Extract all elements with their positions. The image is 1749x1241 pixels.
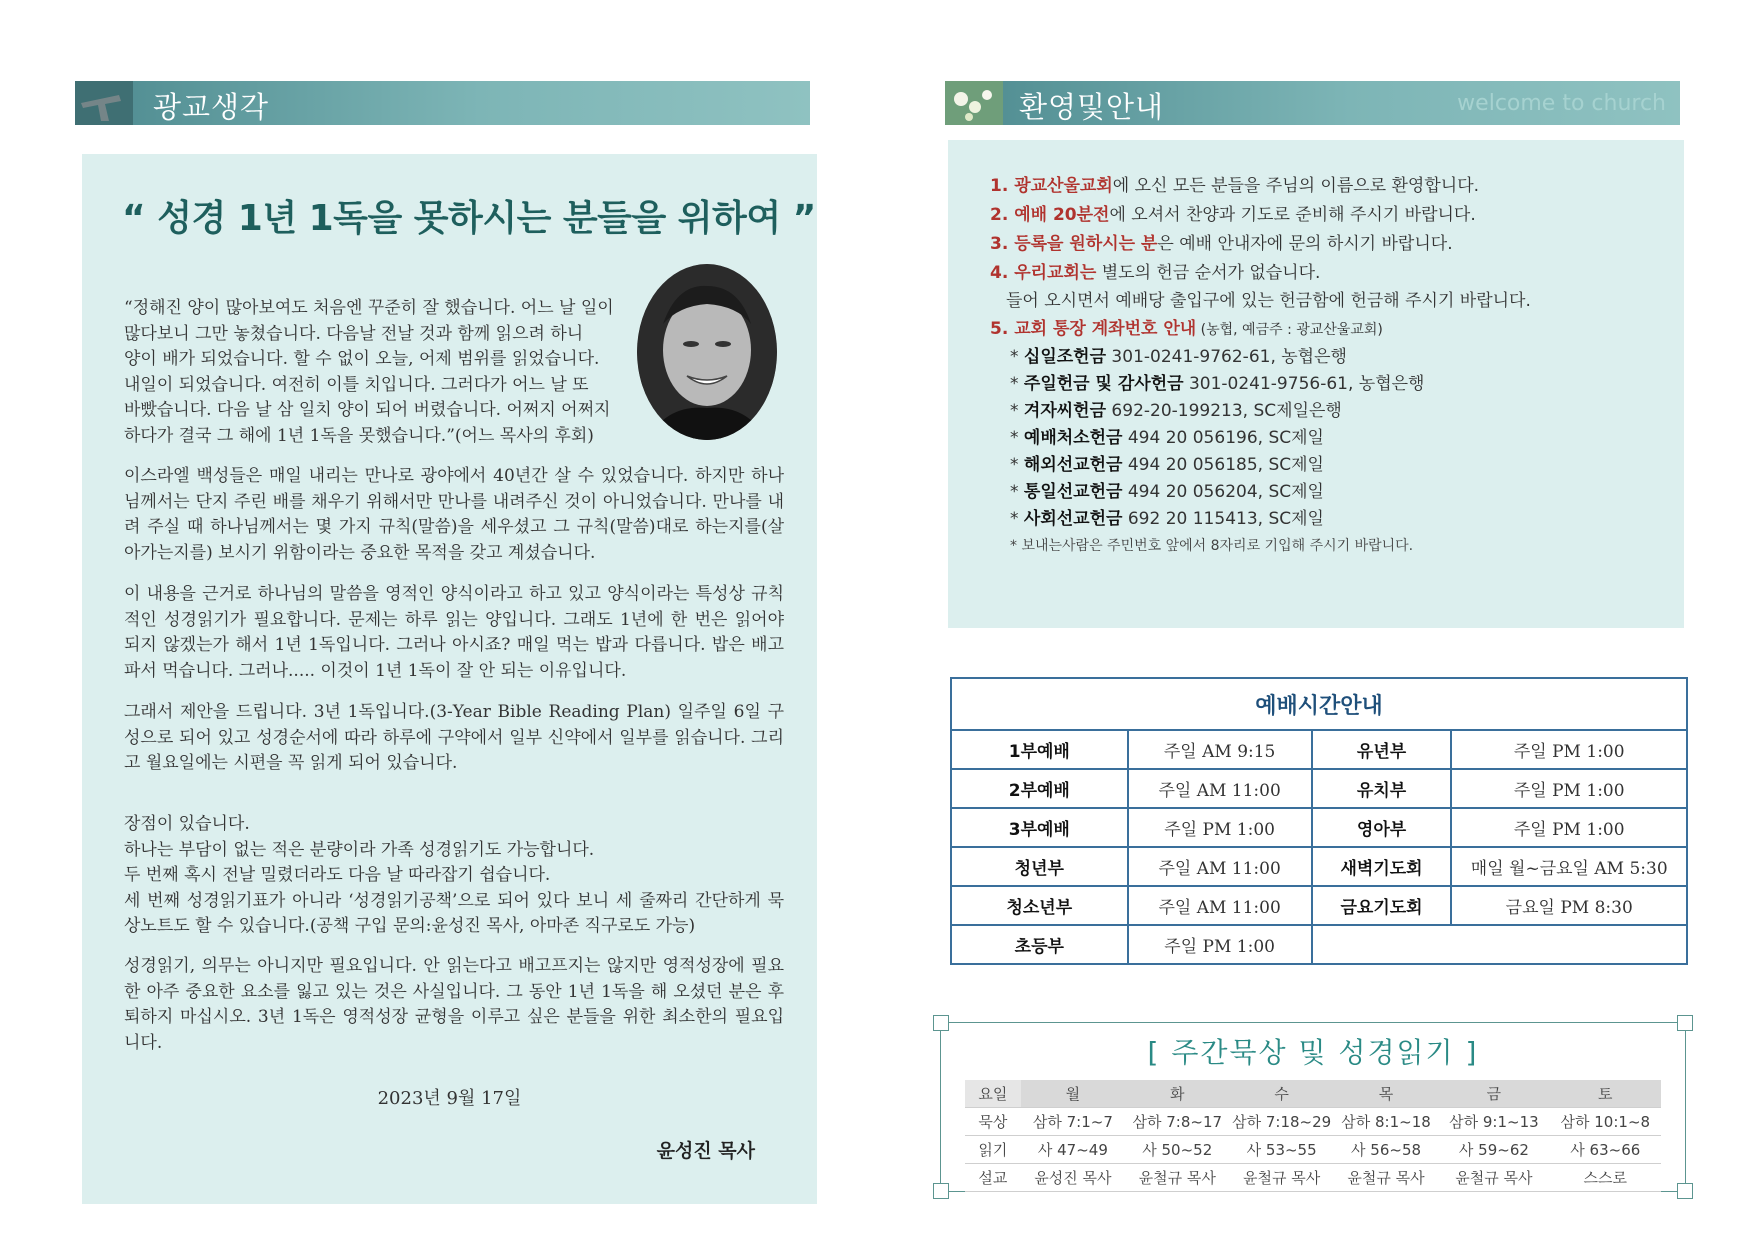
account-row: * 예배처소헌금 494 20 056196, SC제일 [1010,428,1324,448]
table-row: 2부예배 주일 AM 11:00 유치부 주일 PM 1:00 [951,769,1687,808]
left-header-title: 광교생각 [153,90,270,124]
notice-item: 4. 우리교회는 별도의 헌금 순서가 없습니다. [990,263,1321,283]
account-row: * 겨자씨헌금 692-20-199213, SC제일은행 [1010,401,1342,421]
right-header-title: 환영및안내 [1019,90,1165,124]
notice-subline: 들어 오시면서 예배당 출입구에 있는 헌금함에 헌금해 주시기 바랍니다. [1006,291,1531,311]
devotion-title: [ 주간묵상 및 성경읽기 ] [1147,1036,1479,1069]
paragraph-merits [124,812,784,940]
paragraph-proposal: 그래서 제안을 드립니다. 3년 1독입니다.(3-Year Bible Reading Plan) 일주일 6일 구성으로 되어 있고 성경순서에 따라 하루에 구약에서 일부 신약에서 일부를 읽습니다. 그리고 월요일에는 시편을 꼭 읽게 되어 있습니다. [124,702,784,773]
quote-line: 하다가 결국 그 해에 1년 1독을 못했습니다.”(어느 목사의 후회) [124,425,594,446]
account-note: * 보내는사람은 주민번호 앞에서 8자리로 기입해 주시기 바랍니다. [1010,538,1414,554]
merit-line: 두 번째 혹시 전날 밀렸더라도 다음 날 따라잡기 쉽습니다. [124,865,551,885]
devotion-box [940,1022,1686,1192]
right-header-bar [945,81,1680,125]
quote-line: 양이 배가 되었습니다. 할 수 없이 오늘, 어제 범위를 읽었습니다. [124,349,600,369]
corner-ornament [933,1183,949,1199]
paragraph-spiritual-food: 이 내용을 근거로 하나님의 말씀을 영적인 양식이라고 하고 있고 양식이라는 특성상 규칙적인 성경읽기가 필요합니다. 문제는 하루 읽는 양입니다. 그래도 1년에 한 번은 읽어야 되지 않겠는가 해서 1년 1독입니다. 그러나 아시죠? 매일 먹는 밥과 다릅니다. 밥은 배고파서 먹습니다. 그러나..... 이것이 1년 1독이 잘 안 되는 이유입니다. [124,584,784,681]
quote-line: 내일이 되었습니다. 여전히 이틀 치입니다. 그러다가 어느 날 또 [124,374,589,395]
welcome-panel [948,140,1684,628]
quote-line: 많다보니 그만 놓쳤습니다. 다음날 전날 것과 함께 읽으려 하니 [124,323,584,344]
merit-line: 장점이 있습니다. [124,814,250,834]
notice-item: 3. 등록을 원하시는 분은 예배 안내자에 문의 하시기 바랍니다. [990,234,1453,254]
table-row: 묵상 삼하 7:1~7 삼하 7:8~17 삼하 7:18~29 삼하 8:1~18 삼하 9:1~13 삼하 10:1~8 [965,1108,1661,1136]
notice-item-accounts: 5. 교회 통장 계좌번호 안내 (농협, 예금주 : 광교산울교회) [990,319,1383,339]
portrait-image [637,264,777,440]
account-row: * 십일조헌금 301-0241-9762-61, 농협은행 [1010,347,1347,367]
right-header-subtitle: welcome to church [1457,91,1666,116]
table-row: 설교 윤성진 목사 윤철규 목사 윤철규 목사 윤철규 목사 윤철규 목사 스스로 [965,1164,1661,1192]
table-row: 초등부 주일 PM 1:00 [951,925,1687,964]
table-row: 3부예배 주일 PM 1:00 영아부 주일 PM 1:00 [951,808,1687,847]
paragraph-conclusion: 성경읽기, 의무는 아니지만 필요입니다. 안 읽는다고 배고프지는 않지만 영적성장에 필요한 아주 중요한 요소를 잃고 있는 것은 사실입니다. 그 동안 1년 1독을 해 오셨던 분은 후퇴하지 마십시오. 3년 1독은 영적성장 균형을 이루고 싶은 분들을 위한 최소한의 필요입니다. [124,956,784,1053]
account-row: * 통일선교헌금 494 20 056204, SC제일 [1010,482,1324,502]
merit-line: 하나는 부담이 없는 적은 분량이라 가족 성경읽기도 가능합니다. [124,839,595,860]
merit-line: 세 번째 성경읽기표가 아니라 ‘성경읽기공책’으로 되어 있다 보니 세 줄짜리 간단하게 묵상노트도 할 수 있습니다.(공책 구입 문의:윤성진 목사, 아마존 직구로도 가능) [124,890,784,936]
notice-list [990,172,1531,560]
left-column-panel [82,154,817,1204]
account-row: * 사회선교헌금 692 20 115413, SC제일 [1010,509,1324,529]
paragraph-manna: 이스라엘 백성들은 매일 내리는 만나로 광야에서 40년간 살 수 있었습니다. 하지만 하나님께서는 단지 주린 배를 채우기 위해서만 만나를 내려주신 것이 아니었습니다. 만나를 내려 주실 때 하나님께서는 몇 가지 규칙(말씀)을 세우셨고 그 규칙(말씀)대로 하는지를(살아가는지를) 보시기 위함이라는 중요한 목적을 갖고 계셨습니다. [124,466,784,563]
article-title: “ 성경 1년 1독을 못하시는 분들을 위하여 ” [122,198,816,239]
pastor-photo [637,264,777,440]
author-signature: 윤성진 목사 [656,1140,755,1162]
worship-table-title: 예배시간안내 [951,678,1687,730]
notice-item: 1. 광교산울교회에 오신 모든 분들을 주님의 이름으로 환영합니다. [990,176,1480,196]
article-date: 2023년 9월 17일 [377,1088,522,1109]
account-row: * 주일헌금 및 감사헌금 301-0241-9756-61, 농협은행 [1010,374,1425,394]
table-row: 1부예배 주일 AM 9:15 유년부 주일 PM 1:00 [951,730,1687,769]
left-header-bar [75,81,810,125]
account-row: * 해외선교헌금 494 20 056185, SC제일 [1010,455,1324,475]
table-row: 읽기 사 47~49 사 50~52 사 53~55 사 56~58 사 59~62 사 63~66 [965,1136,1661,1164]
corner-ornament [1677,1015,1693,1031]
flower-ornament-icon [945,81,1003,125]
quote-line: 바빴습니다. 다음 날 삼 일치 양이 되어 버렸습니다. 어쩌지 어쩌지 [124,400,611,420]
notice-item: 2. 예배 20분전에 오셔서 찬양과 기도로 준비해 주시기 바랍니다. [990,205,1476,225]
quote-line: “정해진 양이 많아보여도 처음엔 꾸준히 잘 했습니다. 어느 날 일이 [124,298,614,318]
worship-schedule-table [950,677,1688,965]
table-row: 청소년부 주일 AM 11:00 금요기도회 금요일 PM 8:30 [951,886,1687,925]
table-row: 청년부 주일 AM 11:00 새벽기도회 매일 월~금요일 AM 5:30 [951,847,1687,886]
corner-ornament [933,1015,949,1031]
corner-ornament [1677,1183,1693,1199]
quote-paragraph [124,296,634,449]
cross-ornament-icon [75,81,133,125]
devotion-table [965,1080,1661,1192]
table-header-row: 요일 월 화 수 목 금 토 [965,1080,1661,1108]
